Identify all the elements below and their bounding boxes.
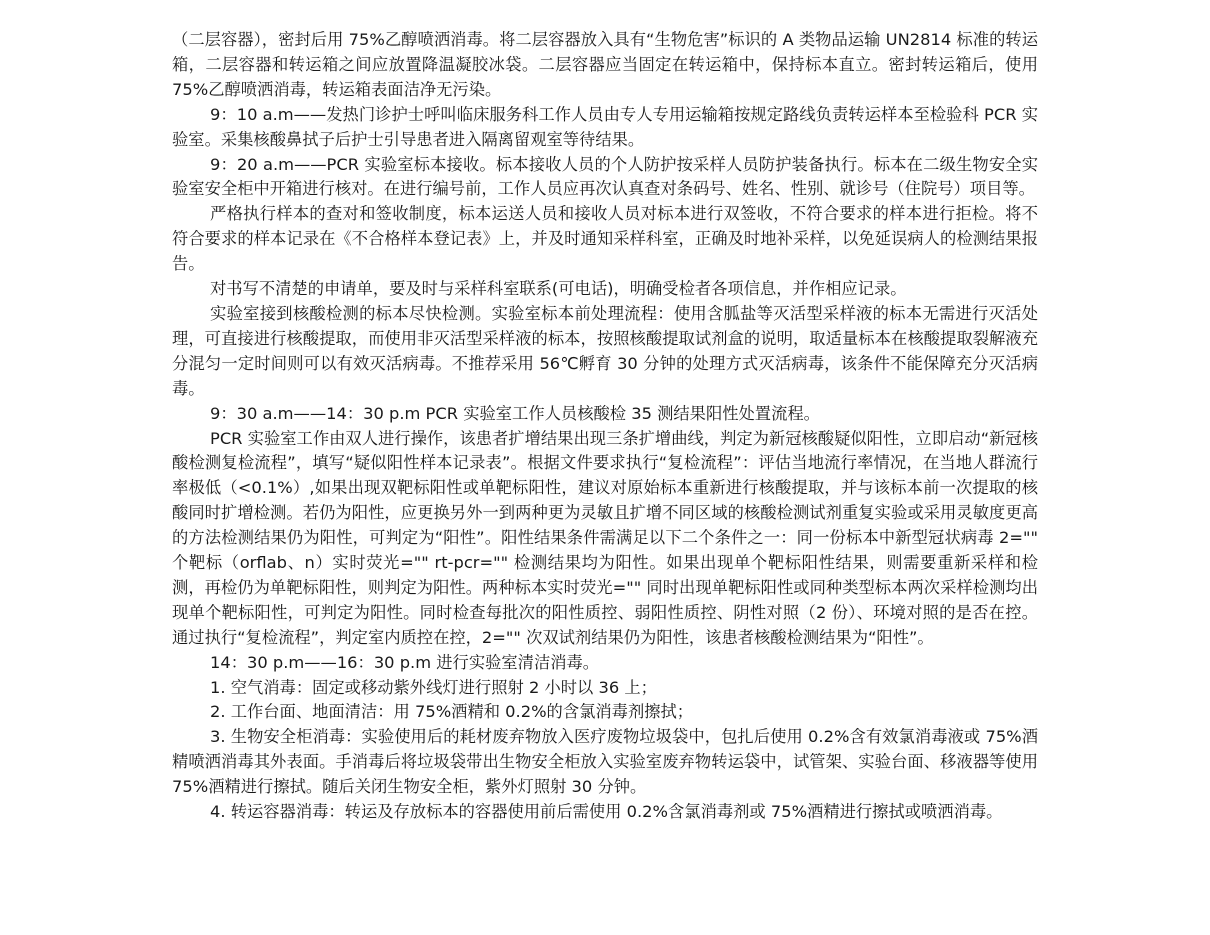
- list-item-surface-cleaning: 2. 工作台面、地面清洁：用 75%酒精和 0.2%的含氯消毒剂擦拭；: [210, 702, 694, 722]
- paragraph-recheck-process: PCR 实验室工作由双人进行操作，该患者扩增结果出现三条扩增曲线，判定为新冠核酸疑似阳性，立即启动“新冠核酸检测复检流程”，填写“疑似阳性样本记录表”。根据文件要求执行“复检流程”：评估当地流行率情况，在当地人群流行率极低（<0.1%）,如果出现双靶标阳性或单靶标阳性，建议对原始标本重新进行核酸提取，并与该标本前一次提取的核酸同时扩增检测。若仍为阳性，应更换另外一到两种更为灵敏且扩增不同区域的核酸检测试剂重复实验或采用灵敏度更高的方法检测结果仍为阳性，可判定为“阳性”。阳性结果条件需满足以下二个条件之一：同一份标本中新型冠状病毒 2="" 个靶标（orflab、n）实时荧光="" rt-pcr="" 检测结果均为阳性。如果出现单个靶标阳性结果，则需要重新采样和检测，再检仍为单靶标阳性，则判定为阳性。两种标本实时荧光="" 同时出现单靶标阳性或同种类型标本两次采样检测均出现单个靶标阳性，可判定为阳性。同时检查每批次的阳性质控、弱阳性质控、阴性对照（2 份）、环境对照的是否在控。通过执行“复检流程”，判定室内质控在控，2="" 次双试剂结果仍为阳性，该患者核酸检测结果为“阳性”。: [172, 428, 1038, 647]
- document-body: [172, 28, 1038, 825]
- paragraph-1430-cleaning: 14：30 p.m——16：30 p.m 进行实验室清洁消毒。: [210, 652, 600, 672]
- list-item-air-disinfection: 1. 空气消毒：固定或移动紫外线灯进行照射 2 小时以 36 上；: [210, 677, 657, 697]
- paragraph-unclear-forms: 对书写不清楚的申请单，要及时与采样科室联系(可电话)，明确受检者各项信息，并作相应记录。: [210, 279, 907, 299]
- paragraph-sample-check: 严格执行样本的查对和签收制度，标本运送人员和接收人员对标本进行双签收，不符合要求的样本进行拒检。将不符合要求的样本记录在《不合格样本登记表》上，并及时通知采样科室，正确及时地补采样，以免延误病人的检测结果报告。: [172, 204, 1038, 274]
- paragraph-continued-container-disinfection: （二层容器），密封后用 75%乙醇喷洒消毒。将二层容器放入具有“生物危害”标识的 A 类物品运输 UN2814 标准的转运箱，二层容器和转运箱之间应放置降温凝胶冰袋。二层容器应当固定在转运箱中，保持标本直立。密封转运箱后，使用 75%乙醇喷洒消毒，转运箱表面洁净无污染。: [172, 30, 1038, 99]
- paragraph-0910-transport: 9：10 a.m——发热门诊护士呼叫临床服务科工作人员由专人专用运输箱按规定路线负责转运样本至检验科 PCR 实验室。采集核酸鼻拭子后护士引导患者进入隔离留观室等待结果。: [172, 104, 1038, 149]
- list-item-container-disinfection: 4. 转运容器消毒：转运及存放标本的容器使用前后需使用 0.2%含氯消毒剂或 75%酒精进行擦拭或喷洒消毒。: [210, 802, 1003, 822]
- paragraph-0930-positive-flow: 9：30 a.m——14：30 p.m PCR 实验室工作人员核酸检 35 测结果阳性处置流程。: [210, 403, 820, 423]
- list-item-biosafety-cabinet: 3. 生物安全柜消毒：实验使用后的耗材废弃物放入医疗废物垃圾袋中，包扎后使用 0.2%含有效氯消毒液或 75%酒精喷洒消毒其外表面。手消毒后将垃圾袋带出生物安全柜放入实验室废弃物转运袋中，试管架、实验台面、移液器等使用 75%酒精进行擦拭。随后关闭生物安全柜，紫外灯照射 30 分钟。: [172, 727, 1038, 797]
- paragraph-pre-processing: 实验室接到核酸检测的标本尽快检测。实验室标本前处理流程：使用含胍盐等灭活型采样液的标本无需进行灭活处理，可直接进行核酸提取，而使用非灭活型采样液的标本，按照核酸提取试剂盒的说明，取适量标本在核酸提取裂解液充分混匀一定时间则可以有效灭活病毒。不推荐采用 56℃孵育 30 分钟的处理方式灭活病毒，该条件不能保障充分灭活病毒。: [172, 303, 1038, 398]
- paragraph-0920-reception: 9：20 a.m——PCR 实验室标本接收。标本接收人员的个人防护按采样人员防护装备执行。标本在二级生物安全实验室安全柜中开箱进行核对。在进行编号前，工作人员应再次认真查对条码号、姓名、性别、就诊号（住院号）项目等。: [172, 154, 1038, 199]
